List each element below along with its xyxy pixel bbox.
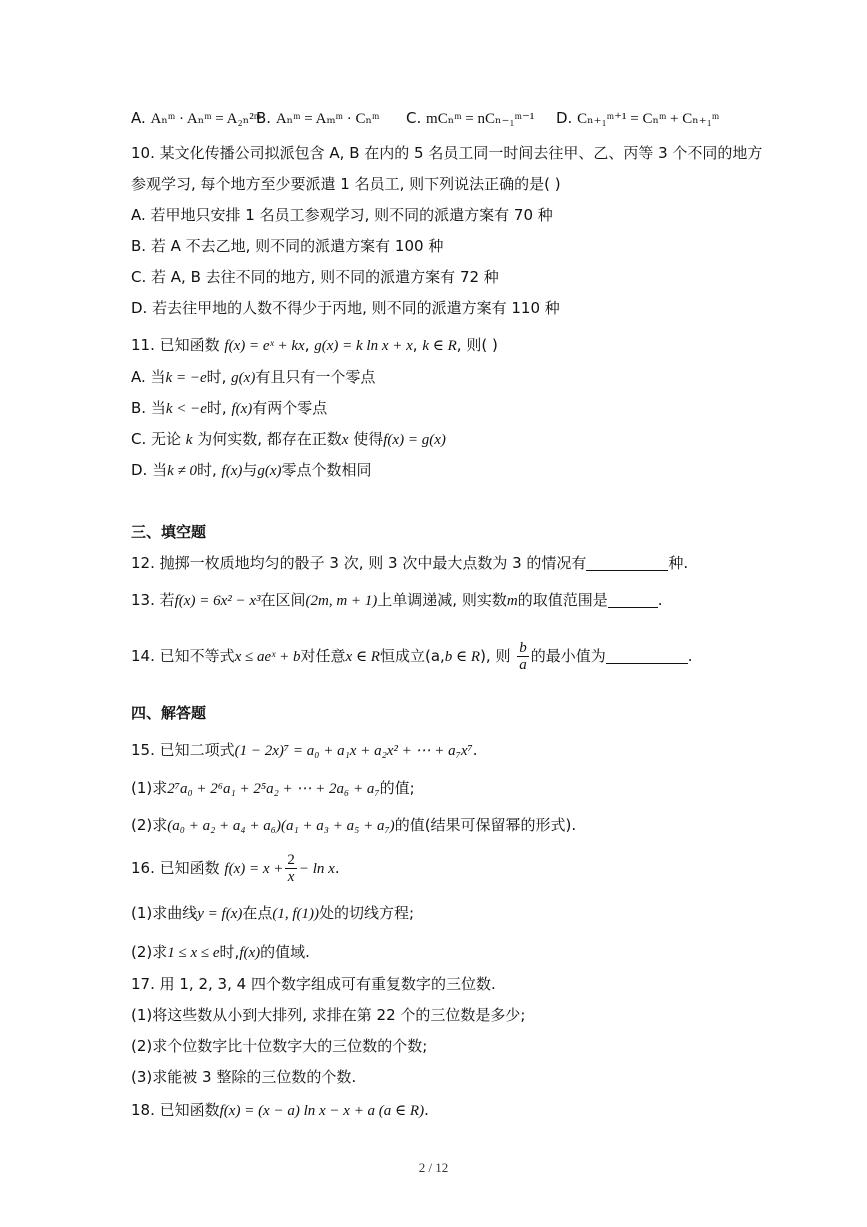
q16-p1-curve: y = f(x) xyxy=(197,906,243,922)
q11-option-d xyxy=(131,460,372,481)
q13-interval: (2m, m + 1) xyxy=(305,593,378,609)
q14-mid3: ), 则 xyxy=(480,647,511,665)
q18-expr: f(x) = (x − a) ln x − x + a (a ∈ R) xyxy=(219,1103,425,1119)
q14-pre: 14. 已知不等式 xyxy=(131,647,235,665)
q16-p1-point: (1, f(1)) xyxy=(272,906,320,922)
q11-c-pre: C. 无论 xyxy=(131,430,182,448)
q14-br: b ∈ R xyxy=(444,649,481,665)
q16-end: . xyxy=(334,859,340,877)
q9-option-a-label: A. xyxy=(131,109,146,127)
q12-answer-blank[interactable] xyxy=(586,554,668,571)
q9-option-b-expr: Aₙᵐ = Aₘᵐ · Cₙᵐ xyxy=(275,111,380,127)
q16-p1-mid: 在点 xyxy=(242,904,273,922)
q11-c-x: x xyxy=(341,432,349,448)
q11-k-domain: k ∈ R xyxy=(422,338,457,354)
q12-text: 12. 抛掷一枚质地均匀的骰子 3 次, 则 3 次中最大点数为 3 的情况有 xyxy=(131,554,587,572)
section-answer-heading: 四、解答题 xyxy=(131,704,207,722)
q14-xr: x ∈ R xyxy=(345,649,380,665)
q14-mid2: 恒成立(a, xyxy=(379,647,445,665)
q9-option-d xyxy=(556,108,719,129)
q11-number: 11. 已知函数 xyxy=(131,336,220,354)
q9-option-a xyxy=(131,108,261,129)
q11-option-a xyxy=(131,367,375,388)
q11-tail: , 则( ) xyxy=(456,336,498,354)
q13-f-expr: f(x) = 6x² − x³ xyxy=(174,593,261,609)
q9-option-b xyxy=(256,108,379,129)
q13-pre: 13. 若 xyxy=(131,591,175,609)
page-number: 2 / 12 xyxy=(418,1160,449,1175)
q15-p1-expr: 2⁷a₀ + 2⁶a₁ + 2⁵a₂ + ⋯ + 2a₆ + a₇ xyxy=(167,781,380,797)
q16-fraction xyxy=(285,852,297,885)
q11-d-mid: 时, xyxy=(196,461,217,479)
q16-p2-fn: f(x) xyxy=(239,945,261,961)
q15-part2 xyxy=(131,815,576,836)
q16-rhs: − ln x xyxy=(298,861,335,877)
q11-b-cond: k < −e xyxy=(165,401,207,417)
q9-option-c-label: C. xyxy=(406,109,422,127)
q13 xyxy=(131,590,662,611)
q16-frac-num: 2 xyxy=(287,852,295,868)
q17-part3: (3)求能被 3 整除的三位数的个数. xyxy=(131,1068,357,1086)
q11-a-cond: k = −e xyxy=(165,370,207,386)
q16-p1-tail: 处的切线方程; xyxy=(319,904,415,922)
q15-p1-tail: 的值; xyxy=(379,779,415,797)
q11-sep1: , xyxy=(304,336,310,354)
q11-a-mid: 时, xyxy=(206,368,227,386)
q16-part1 xyxy=(131,903,414,924)
q10-option-c: C. 若 A, B 去往不同的地方, 则不同的派遣方案有 72 种 xyxy=(131,268,499,286)
q10-option-d: D. 若去往甲地的人数不得少于丙地, 则不同的派遣方案有 110 种 xyxy=(131,299,560,317)
q11-c-k: k xyxy=(185,432,193,448)
q9-option-a-expr: Aₙᵐ · Aₙᵐ = A₂ₙ²ᵐ xyxy=(150,111,262,127)
q18-pre: 18. 已知函数 xyxy=(131,1101,220,1119)
q11-a-fn: g(x) xyxy=(231,370,256,386)
q14-frac-den: a xyxy=(519,657,527,673)
q11-sep2: , xyxy=(412,336,418,354)
q16-stem xyxy=(131,852,340,885)
q11-a-tail: 有且只有一个零点 xyxy=(255,368,376,386)
q13-mid: 在区间 xyxy=(260,591,306,609)
q17-part1: (1)将这些数从小到大排列, 求排在第 22 个的三位数是多少; xyxy=(131,1006,526,1024)
q11-g-expr: g(x) = k ln x + x xyxy=(314,338,413,354)
q11-b-mid: 时, xyxy=(206,399,227,417)
q11-stem xyxy=(131,335,498,356)
q10-stem-line1: 10. 某文化传播公司拟派包含 A, B 在内的 5 名员工同一时间去往甲、乙、丙等 3 个不同的地方 xyxy=(131,144,763,162)
q11-d-and: 与 xyxy=(242,461,258,479)
q17-stem: 17. 用 1, 2, 3, 4 四个数字组成可有重复数字的三位数. xyxy=(131,975,496,993)
q14-tail: 的最小值为 xyxy=(530,647,606,665)
q15-stem xyxy=(131,740,478,761)
q11-option-c xyxy=(131,429,446,450)
q16-p2-pre: (2)求 xyxy=(131,943,168,961)
q14-ineq: x ≤ aeˣ + b xyxy=(234,649,301,665)
q13-mid2: 上单调递减, 则实数 xyxy=(377,591,507,609)
section-fill-in-heading: 三、填空题 xyxy=(131,523,207,541)
q11-b-tail: 有两个零点 xyxy=(252,399,328,417)
q11-f-expr: f(x) = eˣ + kx xyxy=(224,338,305,354)
q11-c-eq: f(x) = g(x) xyxy=(383,432,446,448)
q16-frac-den: x xyxy=(287,869,295,885)
q12-tail: 种. xyxy=(668,554,689,572)
q15-expr: (1 − 2x)⁷ = a₀ + a₁x + a₂x² + ⋯ + a₇x⁷ xyxy=(234,743,473,759)
q14-frac-num: b xyxy=(519,640,527,656)
q11-d-pre: D. 当 xyxy=(131,461,168,479)
q18-end: . xyxy=(424,1101,429,1119)
q14-end: . xyxy=(687,647,693,665)
q10-stem-line2: 参观学习, 每个地方至少要派遣 1 名员工, 则下列说法正确的是( ) xyxy=(131,175,561,193)
q16-p2-mid: 时, xyxy=(219,943,240,961)
q14 xyxy=(131,640,693,673)
q14-mid: 对任意 xyxy=(300,647,346,665)
q15-p1-pre: (1)求 xyxy=(131,779,168,797)
q16-pre: 16. 已知函数 xyxy=(131,859,220,877)
q10-option-a: A. 若甲地只安排 1 名员工参观学习, 则不同的派遣方案有 70 种 xyxy=(131,206,553,224)
q11-b-pre: B. 当 xyxy=(131,399,166,417)
q11-c-mid: 为何实数, 都存在正数 xyxy=(197,430,342,448)
q16-p2-tail: 的值域. xyxy=(260,943,310,961)
q15-p2-expr: (a₀ + a₂ + a₄ + a₆)(a₁ + a₃ + a₅ + a₇) xyxy=(167,818,395,834)
q15-end: . xyxy=(472,741,478,759)
q9-option-d-expr: Cₙ₊₁ᵐ⁺¹ = Cₙᵐ + Cₙ₊₁ᵐ xyxy=(577,111,720,127)
q9-option-b-label: B. xyxy=(256,109,272,127)
q12 xyxy=(131,553,688,573)
q14-fraction xyxy=(517,640,529,673)
q9-option-c-expr: mCₙᵐ = nCₙ₋₁ᵐ⁻¹ xyxy=(426,111,535,127)
q11-d-tail: 零点个数相同 xyxy=(281,461,372,479)
q11-a-pre: A. 当 xyxy=(131,368,166,386)
q16-lhs: f(x) = x + xyxy=(224,861,284,877)
q16-part2 xyxy=(131,942,310,963)
q15-part1 xyxy=(131,778,415,799)
q11-d-cond: k ≠ 0 xyxy=(167,463,197,479)
q9-option-c xyxy=(406,108,534,129)
q10-option-b: B. 若 A 不去乙地, 则不同的派遣方案有 100 种 xyxy=(131,237,444,255)
q15-pre: 15. 已知二项式 xyxy=(131,741,235,759)
q15-p2-pre: (2)求 xyxy=(131,816,168,834)
q13-m: m xyxy=(506,593,518,609)
q16-p2-cond: 1 ≤ x ≤ e xyxy=(167,945,220,961)
q13-tail: 的取值范围是 xyxy=(517,591,608,609)
q15-p2-tail: 的值(结果可保留幂的形式). xyxy=(394,816,577,834)
q16-p1-pre: (1)求曲线 xyxy=(131,904,198,922)
q13-end: . xyxy=(657,591,663,609)
q9-option-d-label: D. xyxy=(556,109,573,127)
q11-d-g: g(x) xyxy=(257,463,282,479)
q11-option-b xyxy=(131,398,327,419)
q11-c-mid2: 使得 xyxy=(353,430,384,448)
q11-d-f: f(x) xyxy=(221,463,243,479)
q11-b-fn: f(x) xyxy=(231,401,253,417)
q18-stem xyxy=(131,1100,429,1121)
q13-answer-blank[interactable] xyxy=(608,591,658,608)
q14-answer-blank[interactable] xyxy=(606,647,688,664)
q17-part2: (2)求个位数字比十位数字大的三位数的个数; xyxy=(131,1037,428,1055)
